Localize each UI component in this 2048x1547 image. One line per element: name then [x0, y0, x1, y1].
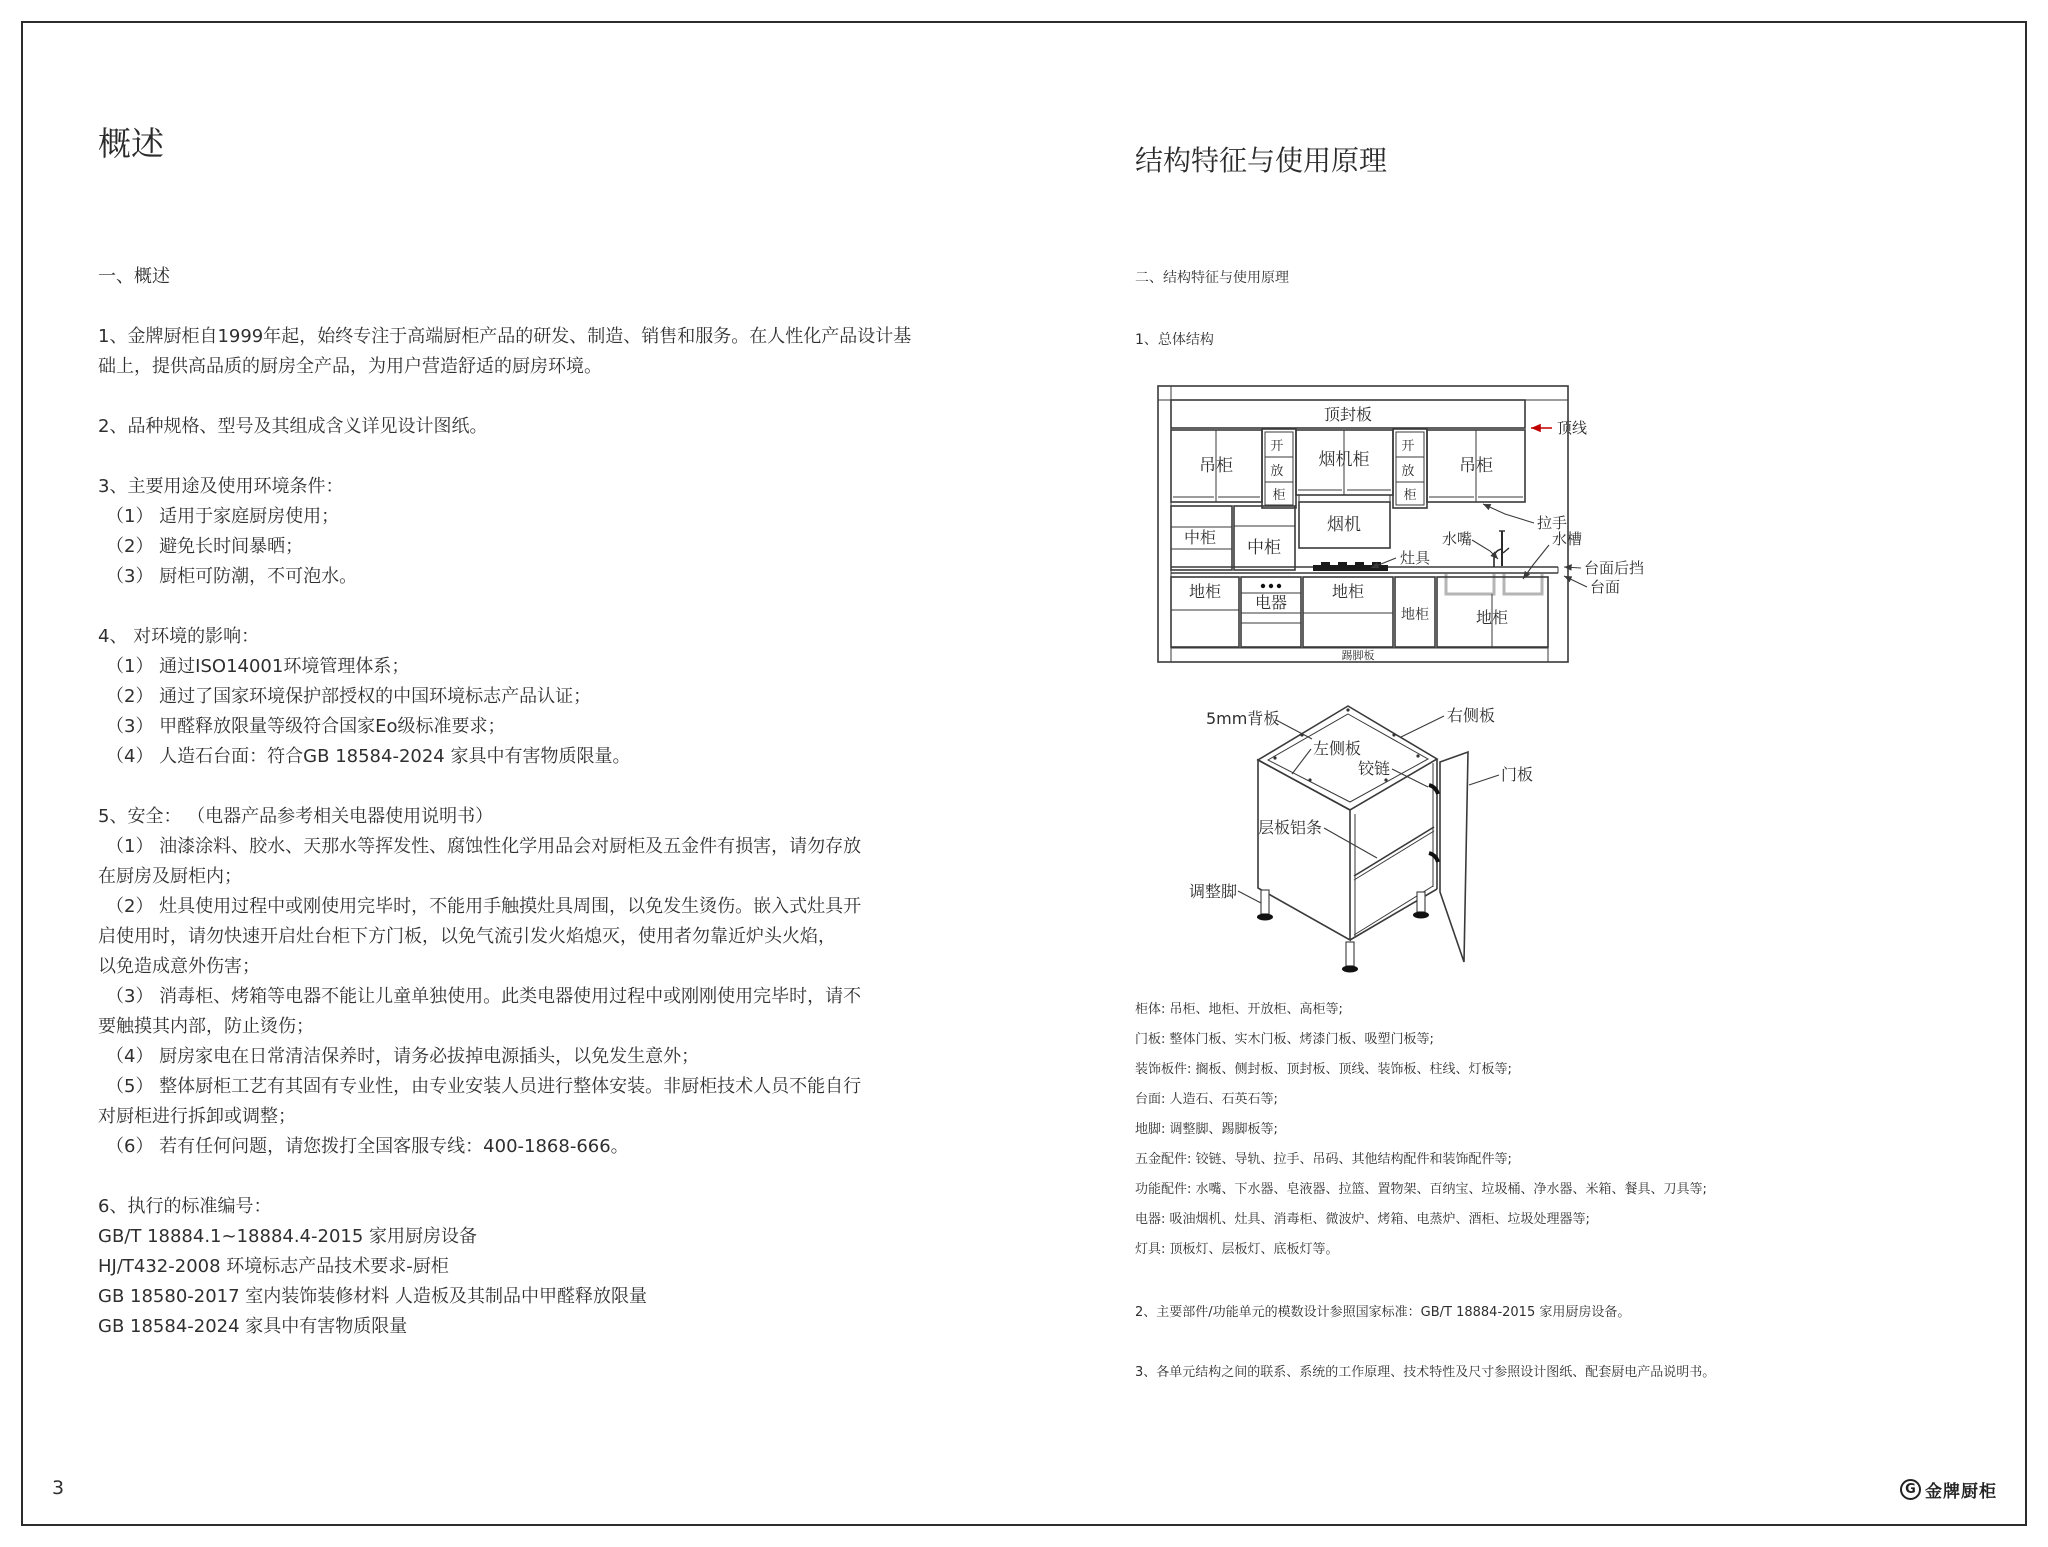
label-left-panel: 左侧板 [1313, 739, 1362, 758]
list-item: （1） 通过ISO14001环境管理体系； [106, 656, 410, 677]
component-list [1135, 995, 1707, 1265]
leg [1417, 892, 1425, 912]
label-wall-cabinet: 吊柜 [1199, 456, 1233, 476]
component-line: 五金配件: 铰链、导轨、拉手、吊码、其他结构配件和装饰配件等; [1135, 1152, 1512, 1167]
section-heading: 一、概述 [98, 266, 170, 287]
brand-logo-icon: G [1900, 1479, 1921, 1500]
label-right-panel: 右侧板 [1447, 706, 1496, 725]
label-open-cabinet: 开 放 柜 [1270, 439, 1286, 503]
label-hood-cabinet: 烟机柜 [1318, 450, 1370, 470]
brand-logo [1900, 1477, 1997, 1502]
cabinet-door [1440, 752, 1468, 962]
component-line: 台面: 人造石、石英石等; [1135, 1092, 1278, 1107]
list-item: 在厨房及厨柜内； [98, 866, 242, 887]
component-line: 柜体: 吊柜、地柜、开放柜、高柜等; [1135, 1002, 1343, 1017]
list-item: 要触摸其内部，防止烫伤； [98, 1016, 314, 1037]
label-adjust-foot: 调整脚 [1189, 882, 1238, 901]
paragraph-line: 1、金牌厨柜自1999年起，始终专注于高端厨柜产品的研发、制造、销售和服务。在人性化产品设计基 [98, 326, 912, 347]
label-open-cabinet: 开 放 柜 [1401, 439, 1417, 503]
section-heading: 二、结构特征与使用原理 [1135, 270, 1289, 286]
list-item: （1） 适用于家庭厨房使用； [106, 506, 340, 527]
label-faucet: 水嘴 [1442, 530, 1473, 548]
right-page-title: 结构特征与使用原理 [1135, 143, 1388, 177]
label-shelf-strip: 层板铝条 [1258, 818, 1323, 837]
list-item: 以免造成意外伤害； [98, 956, 260, 977]
label-base-cabinet: 地柜 [1331, 582, 1365, 601]
left-page-title: 概述 [98, 124, 164, 163]
label-wall-cabinet: 吊柜 [1459, 456, 1493, 476]
label-top-line: 顶线 [1557, 419, 1588, 437]
list-item: 对厨柜进行拆卸或调整； [98, 1106, 296, 1127]
list-item: （3） 厨柜可防潮，不可泡水。 [106, 566, 358, 587]
label-countertop: 台面 [1590, 578, 1621, 596]
backsplash-leader [1564, 567, 1581, 568]
sub-heading: 1、总体结构 [1135, 332, 1214, 348]
list-item: （3） 消毒柜、烤箱等电器不能让儿童单独使用。此类电器使用过程中或刚刚使用完毕时，请不 [106, 986, 862, 1007]
component-line: 地脚: 调整脚、踢脚板等; [1135, 1122, 1278, 1137]
paragraph-line: 5、安全： （电器产品参考相关电器使用说明书） [98, 806, 494, 827]
paragraph-line: 4、 对环境的影响： [98, 626, 260, 647]
label-mid-cabinet: 中柜 [1247, 538, 1281, 558]
list-item: （1） 油漆涂料、胶水、天那水等挥发性、腐蚀性化学用品会对厨柜及五金件有损害，请勿存放 [106, 836, 862, 857]
list-item: （2） 灶具使用过程中或刚使用完毕时，不能用手触摸灶具周围，以免发生烫伤。嵌入式灶具开 [106, 896, 862, 917]
standard-line: GB 18580-2017 室内装饰装修材料 人造板及其制品中甲醛释放限量 [98, 1286, 648, 1307]
label-kick-board: 踢脚板 [1341, 649, 1375, 662]
component-line: 装饰板件: 搁板、侧封板、顶封板、顶线、装饰板、柱线、灯板等; [1135, 1062, 1512, 1077]
cabinet-top-face [1258, 706, 1437, 810]
list-item: （4） 厨房家电在日常清洁保养时，请务必拔掉电源插头，以免发生意外； [106, 1046, 700, 1067]
label-cooktop: 灶具 [1400, 549, 1431, 567]
label-base-cabinet: 地柜 [1188, 582, 1222, 601]
component-line: 门板: 整体门板、实木门板、烤漆门板、吸塑门板等; [1135, 1032, 1434, 1047]
list-item: （2） 通过了国家环境保护部授权的中国环境标志产品认证； [106, 686, 592, 707]
leg [1261, 890, 1269, 914]
sink-leader [1523, 545, 1549, 579]
label-back-panel: 5mm背板 [1206, 709, 1280, 728]
paragraph-line: 3、主要用途及使用环境条件： [98, 476, 344, 497]
standard-line: GB/T 18884.1~18884.4-2015 家用厨房设备 [98, 1226, 478, 1247]
cabinet-left-panel [1258, 760, 1350, 940]
list-item: （6） 若有任何问题，请您拨打全国客服专线：400-1868-666。 [106, 1136, 629, 1157]
page-number: 3 [52, 1477, 65, 1499]
label-top-board: 顶封板 [1323, 405, 1373, 424]
label-handle: 拉手 [1537, 514, 1568, 532]
label-hood: 烟机 [1327, 515, 1361, 535]
label-base-cabinet: 地柜 [1475, 608, 1509, 627]
list-item: （4） 人造石台面：符合GB 18584-2024 家具中有害物质限量。 [106, 746, 631, 767]
label-backsplash: 台面后挡 [1584, 559, 1645, 577]
list-item: （5） 整体厨柜工艺有其固有专业性，由专业安装人员进行整体安装。非厨柜技术人员不能自行 [106, 1076, 862, 1097]
base-cabinet-3d-diagram [1150, 690, 1570, 990]
list-item: （3） 甲醛释放限量等级符合国家Eo级标准要求； [106, 716, 506, 737]
paragraph-line: 6、执行的标准编号： [98, 1196, 272, 1217]
component-line: 灯具: 顶板灯、层板灯、底板灯等。 [1135, 1242, 1339, 1257]
kitchen-elevation-diagram [1150, 380, 1650, 680]
standard-line: GB 18584-2024 家具中有害物质限量 [98, 1316, 408, 1337]
label-appliance: 电器 [1254, 593, 1288, 612]
label-mid-cabinet: 中柜 [1183, 528, 1217, 547]
label-base-cabinet: 地柜 [1401, 607, 1429, 623]
standard-line: HJ/T432-2008 环境标志产品技术要求-厨柜 [98, 1256, 449, 1277]
component-line: 功能配件: 水嘴、下水器、皂液器、拉篮、置物架、百纳宝、垃圾桶、净水器、米箱、餐具、刀具等; [1135, 1182, 1707, 1197]
paragraph-unit-relations: 3、各单元结构之间的联系、系统的工作原理、技术特性及尺寸参照设计图纸、配套厨电产品说明书。 [1135, 1365, 1716, 1380]
paragraph-modular-standard: 2、主要部件/功能单元的模数设计参照国家标准：GB/T 18884-2015 家用厨房设备。 [1135, 1305, 1631, 1320]
handle-leader [1483, 504, 1534, 523]
label-door-panel: 门板 [1501, 765, 1534, 784]
list-item: 启使用时，请勿快速开启灶台柜下方门板，以免气流引发火焰熄灭，使用者勿靠近炉头火焰， [98, 926, 836, 947]
label-hinge: 铰链 [1358, 759, 1391, 778]
paragraph-line: 2、品种规格、型号及其组成含义详见设计图纸。 [98, 416, 488, 437]
leg [1346, 942, 1354, 966]
component-line: 电器: 吸油烟机、灶具、消毒柜、微波炉、烤箱、电蒸炉、酒柜、垃圾处理器等; [1135, 1212, 1590, 1227]
left-page [98, 124, 958, 1342]
paragraph-line: 础上，提供高品质的厨房全产品，为用户营造舒适的厨房环境。 [98, 356, 602, 377]
brand-logo-text: 金牌厨柜 [1925, 1482, 1997, 1502]
left-page-body [98, 262, 958, 1342]
list-item: （2） 避免长时间暴晒； [106, 536, 304, 557]
label-sink: 水槽 [1552, 530, 1583, 548]
